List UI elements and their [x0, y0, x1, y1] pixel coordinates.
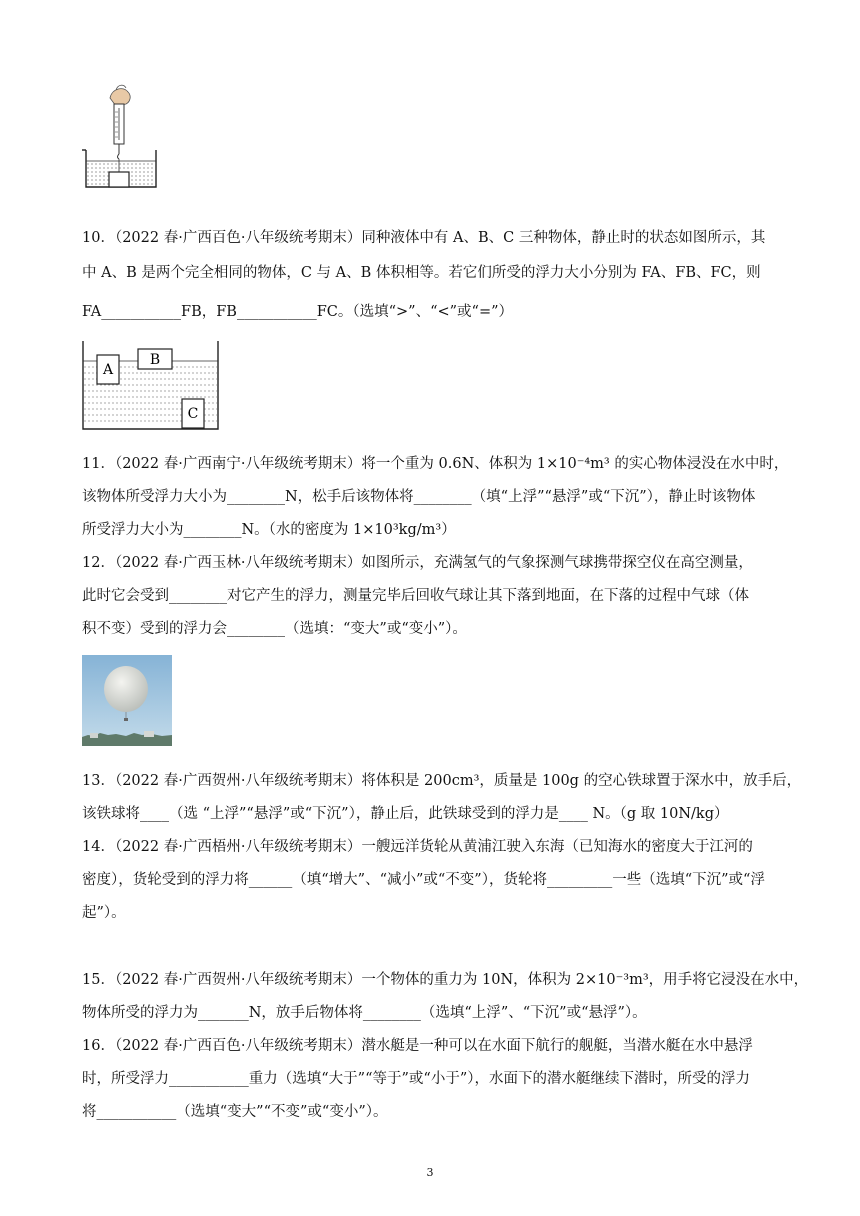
q11-line1: 11．（2022 春·广西南宁·八年级统考期末）将一个重为 0.6N、体积为 1×10⁻⁴m³ 的实心物体浸没在水中时， [82, 456, 789, 472]
label-a: A [102, 362, 114, 378]
weather-balloon-photo [82, 655, 172, 746]
q10-line1: 10．（2022 春·广西百色·八年级统考期末）同种液体中有 A、B、C 三种物体，静止时的状态如图所示，其 [82, 230, 766, 246]
q12-line2: 此时它会受到________对它产生的浮力，测量完毕后回收气球让其下落到地面，在下落的过程中气球（体 [82, 588, 749, 604]
q10-line2: 中 A、B 是两个完全相同的物体，C 与 A、B 体积相等。若它们所受的浮力大小分别为 FA、FB、FC，则 [82, 265, 761, 281]
spring-scale-beaker-figure [82, 84, 162, 188]
label-b: B [149, 352, 161, 368]
q15-line1: 15．（2022 春·广西贺州·八年级统考期末）一个物体的重力为 10N，体积为 2×10⁻³m³，用手将它浸没在水中， [82, 972, 809, 988]
q14-line2: 密度），货轮受到的浮力将______（填“增大”、“减小”或“不变”），货轮将_________一些（选填“下沉”或“浮 [82, 872, 765, 888]
q13-line1: 13．（2022 春·广西贺州·八年级统考期末）将体积是 200cm³，质量是 100g 的空心铁球置于深水中，放手后， [82, 773, 802, 789]
q10-line3: FA___________FB，FB___________FC。（选填“>”、“<”或“=”） [82, 304, 514, 320]
q14-line3: 起”）。 [82, 905, 126, 921]
q14-line1: 14．（2022 春·广西梧州·八年级统考期末）一艘远洋货轮从黄浦江驶入东海（已知海水的密度大于江河的 [82, 839, 753, 855]
q16-line1: 16．（2022 春·广西百色·八年级统考期末）潜水艇是一种可以在水面下航行的舰艇，当潜水艇在水中悬浮 [82, 1038, 753, 1054]
q13-line2: 该铁球将____（选 “上浮”“悬浮”或“下沉”），静止后，此铁球受到的浮力是____ N。（g 取 10N/kg） [82, 806, 729, 822]
q11-line2: 该物体所受浮力大小为________N，松手后该物体将________（填“上浮”“悬浮”或“下沉”），静止时该物体 [82, 489, 756, 505]
q12-line1: 12．（2022 春·广西玉林·八年级统考期末）如图所示，充满氢气的气象探测气球携带探空仪在高空测量， [82, 555, 753, 571]
label-c: C [187, 406, 199, 422]
q11-line3: 所受浮力大小为________N。（水的密度为 1×10³kg/m³） [82, 522, 456, 538]
abc-liquid-figure [82, 341, 220, 431]
page-number: 3 [426, 1166, 434, 1179]
q15-line2: 物体所受的浮力为_______N，放手后物体将________（选填“上浮”、“下沉”或“悬浮”）。 [82, 1005, 647, 1021]
q12-line3: 积不变）受到的浮力会________（选填：“变大”或“变小”）。 [82, 621, 467, 637]
q16-line3: 将___________（选填“变大”“不变”或“变小”）。 [82, 1104, 388, 1120]
q16-line2: 时，所受浮力___________重力（选填“大于”“等于”或“小于”），水面下的潜水艇继续下潜时，所受的浮力 [82, 1071, 750, 1087]
